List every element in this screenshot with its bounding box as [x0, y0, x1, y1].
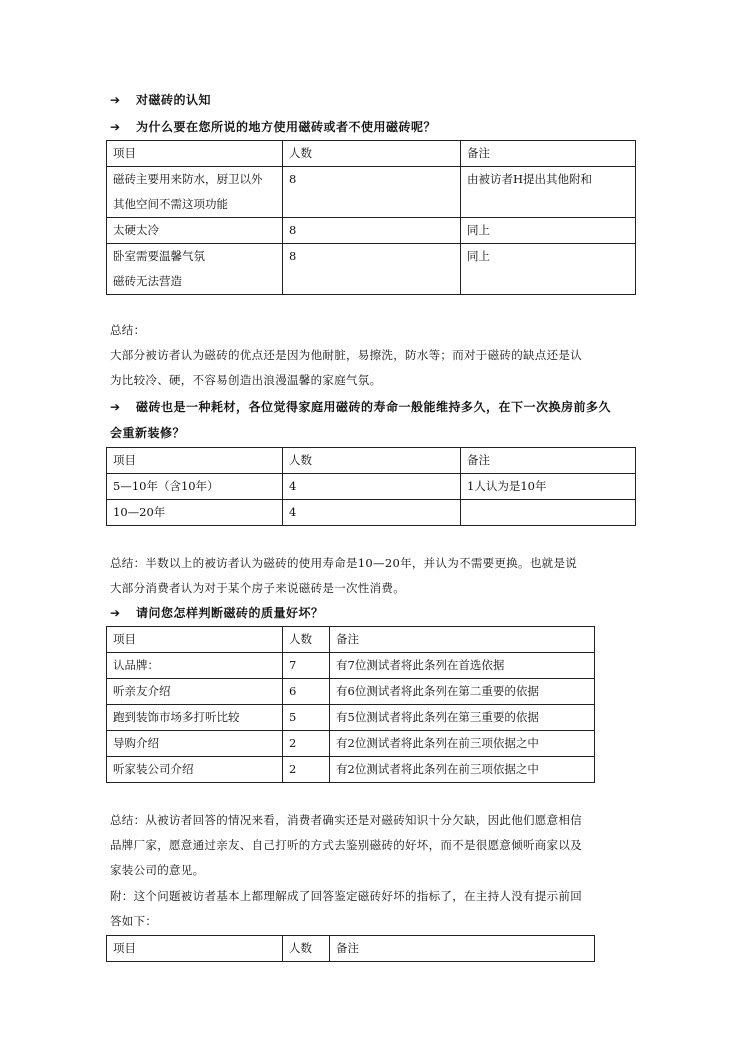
arrow-icon: ➔ [110, 120, 121, 134]
cell-item-line: 其他空间不需这项功能 [113, 197, 228, 211]
cell-item: 导购介绍 [107, 731, 283, 757]
question-3-table [106, 626, 595, 783]
cell-count: 5 [283, 705, 330, 731]
arrow-icon: ➔ [110, 93, 121, 107]
question-1-heading [110, 115, 436, 139]
header-count: 人数 [283, 448, 461, 474]
cell-count: 8 [283, 167, 461, 218]
cell-note: 有2位测试者将此条列在前三项依据之中 [330, 757, 595, 783]
question-1-summary-label: 总结： [110, 323, 146, 337]
arrow-icon: ➔ [110, 400, 121, 414]
cell-note: 由被访者H提出其他附和 [461, 167, 636, 218]
cell-item: 听家装公司介绍 [107, 757, 283, 783]
table-row [107, 757, 595, 783]
question-1-text: 为什么要在您所说的地方使用磁砖或者不使用磁砖呢？ [136, 120, 437, 134]
header-note: 备注 [330, 627, 595, 653]
cell-item: 听亲友介绍 [107, 679, 283, 705]
table-header-row [107, 627, 595, 653]
cell-note [461, 500, 636, 526]
table-row [107, 167, 636, 218]
cell-note: 同上 [461, 244, 636, 295]
section-heading-text: 对磁砖的认知 [136, 93, 212, 107]
cell-count: 2 [283, 731, 330, 757]
appendix-line: 答如下： [110, 914, 158, 928]
cell-note: 有7位测试者将此条列在首选依据 [330, 653, 595, 679]
cell-count: 8 [283, 244, 461, 295]
question-3-summary-line: 总结：从被访者回答的情况来看，消费者确实还是对磁砖知识十分欠缺，因此他们愿意相信 [110, 813, 582, 827]
table-header-row [107, 936, 595, 962]
question-3-summary-line: 家装公司的意见。 [110, 863, 205, 877]
table-row [107, 705, 595, 731]
cell-count: 4 [283, 474, 461, 500]
header-item: 项目 [107, 936, 283, 962]
header-note: 备注 [461, 448, 636, 474]
cell-note: 同上 [461, 218, 636, 244]
header-item: 项目 [107, 627, 283, 653]
header-count: 人数 [283, 936, 330, 962]
question-2-table [106, 447, 636, 526]
cell-item: 跑到装饰市场多打听比较 [107, 705, 283, 731]
cell-count: 7 [283, 653, 330, 679]
cell-item: 10—20年 [107, 500, 283, 526]
question-1-summary-line: 为比较冷、硬，不容易创造出浪漫温馨的家庭气氛。 [110, 373, 382, 387]
header-item: 项目 [107, 141, 283, 167]
question-1-summary-line: 大部分被访者认为磁砖的优点还是因为他耐脏，易擦洗，防水等；而对于磁砖的缺点还是认 [110, 348, 582, 362]
table-row [107, 218, 636, 244]
question-2-heading [110, 395, 640, 419]
cell-item-line: 卧室需要温馨气氛 [113, 249, 205, 263]
table-header-row [107, 448, 636, 474]
cell-count: 8 [283, 218, 461, 244]
cell-count: 4 [283, 500, 461, 526]
table-header-row [107, 141, 636, 167]
cell-note: 有5位测试者将此条列在第三重要的依据 [330, 705, 595, 731]
appendix-table [106, 935, 595, 962]
header-count: 人数 [283, 627, 330, 653]
section-heading [110, 88, 211, 112]
cell-item: 5—10年（含10年） [107, 474, 283, 500]
cell-count: 2 [283, 757, 330, 783]
header-count: 人数 [283, 141, 461, 167]
table-row [107, 731, 595, 757]
cell-note: 有6位测试者将此条列在第二重要的依据 [330, 679, 595, 705]
cell-note: 1人认为是10年 [461, 474, 636, 500]
table-row [107, 500, 636, 526]
question-2-heading-cont: 会重新装修？ [110, 426, 186, 440]
cell-item [107, 244, 283, 295]
cell-item-line: 磁砖主要用来防水，厨卫以外 [113, 172, 263, 186]
question-1-table [106, 140, 636, 295]
arrow-icon: ➔ [110, 606, 121, 620]
table-row [107, 653, 595, 679]
appendix-line: 附：这个问题被访者基本上都理解成了回答鉴定磁砖好坏的指标了，在主持人没有提示前回 [110, 889, 582, 903]
cell-count: 6 [283, 679, 330, 705]
table-row [107, 679, 595, 705]
question-2-text: 磁砖也是一种耗材，各位觉得家庭用磁砖的寿命一般能维持多久，在下一次换房前多久 [136, 400, 612, 414]
cell-item-line: 磁砖无法营造 [113, 274, 182, 288]
question-3-summary-line: 品牌厂家，愿意通过亲友、自己打听的方式去鉴别磁砖的好坏，而不是很愿意倾听商家以及 [110, 838, 582, 852]
question-3-text: 请问您怎样判断磁砖的质量好坏？ [136, 606, 324, 620]
question-2-summary-line: 总结：半数以上的被访者认为磁砖的使用寿命是10—20年，并认为不需要更换。也就是说 [110, 556, 578, 570]
header-note: 备注 [461, 141, 636, 167]
cell-note: 有2位测试者将此条列在前三项依据之中 [330, 731, 595, 757]
question-3-heading [110, 601, 324, 625]
table-row [107, 474, 636, 500]
cell-item [107, 167, 283, 218]
table-row [107, 244, 636, 295]
header-item: 项目 [107, 448, 283, 474]
header-note: 备注 [330, 936, 595, 962]
question-2-summary-line: 大部分消费者认为对于某个房子来说磁砖是一次性消费。 [110, 581, 405, 595]
cell-item: 认品牌： [107, 653, 283, 679]
cell-item: 太硬太冷 [107, 218, 283, 244]
